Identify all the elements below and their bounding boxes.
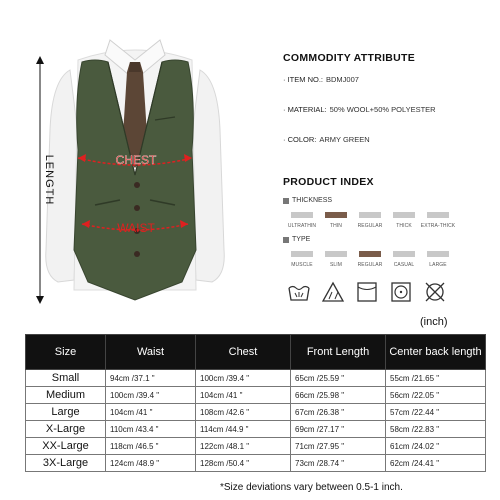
attribute-label: · COLOR: [283, 135, 317, 144]
line-dry-icon [355, 280, 379, 304]
waist-cell: 124cm /48.9 " [106, 455, 196, 472]
thickness-scale [285, 212, 455, 229]
column-header-center-back-length: Center back length [386, 335, 486, 370]
front-length-cell: 67cm /26.38 " [291, 404, 386, 421]
column-header-front-length: Front Length [291, 335, 386, 370]
thickness-option [387, 212, 421, 229]
no-bleach-icon [321, 280, 345, 304]
chest-cell: 114cm /44.9 " [196, 421, 291, 438]
chest-cell: 100cm /39.4 " [196, 370, 291, 387]
size-cell: XX-Large [26, 438, 106, 455]
size-chart-table [25, 334, 486, 472]
attribute-label: · ITEM NO.: [283, 75, 323, 84]
swatch-bar [291, 212, 313, 218]
attribute-value: 50% WOOL+50% POLYESTER [329, 105, 436, 114]
back-length-cell: 55cm /21.65 " [386, 370, 486, 387]
size-deviation-note: *Size deviations vary between 0.5-1 inch. [220, 482, 403, 493]
size-cell: 3X-Large [26, 455, 106, 472]
size-cell: Small [26, 370, 106, 387]
vest-button [134, 205, 140, 211]
swatch-bar [291, 251, 313, 257]
swatch-bar [325, 212, 347, 218]
thickness-option [353, 212, 387, 229]
column-header-size: Size [26, 335, 106, 370]
hand-wash-icon [287, 280, 311, 304]
size-cell: X-Large [26, 421, 106, 438]
waist-cell: 94cm /37.1 " [106, 370, 196, 387]
back-length-cell: 61cm /24.02 " [386, 438, 486, 455]
table-header-row [26, 335, 486, 370]
chest-cell: 128cm /50.4 " [196, 455, 291, 472]
front-length-cell: 73cm /28.74 " [291, 455, 386, 472]
attribute-value: BDMJ007 [326, 75, 359, 84]
column-header-waist: Waist [106, 335, 196, 370]
attribute-item-no [283, 75, 359, 84]
thickness-option-label: EXTRA-THICK [420, 223, 456, 229]
table-row [26, 438, 486, 455]
product-index-heading: PRODUCT INDEX [283, 176, 374, 188]
thickness-option [285, 212, 319, 229]
type-option [285, 251, 319, 268]
waist-cell: 104cm /41 " [106, 404, 196, 421]
vest-button [134, 251, 140, 257]
swatch-bar [427, 212, 449, 218]
attribute-value: ARMY GREEN [319, 135, 370, 144]
type-option-label: LARGE [429, 262, 447, 268]
type-option [421, 251, 455, 268]
bullet-icon [283, 237, 289, 243]
swatch-bar [325, 251, 347, 257]
type-option [319, 251, 353, 268]
table-row [26, 421, 486, 438]
care-icons [287, 280, 447, 304]
thickness-option-label: THICK [396, 223, 412, 229]
chest-cell: 108cm /42.6 " [196, 404, 291, 421]
type-option-label: CASUAL [393, 262, 415, 268]
front-length-cell: 71cm /27.95 " [291, 438, 386, 455]
back-length-cell: 57cm /22.44 " [386, 404, 486, 421]
front-length-cell: 66cm /25.98 " [291, 387, 386, 404]
type-option-label: MUSCLE [291, 262, 313, 268]
table-row [26, 370, 486, 387]
thickness-label: THICKNESS [292, 197, 333, 204]
waist-label: WAIST [117, 221, 155, 235]
column-header-chest: Chest [196, 335, 291, 370]
attribute-material [283, 105, 436, 114]
table-row [26, 387, 486, 404]
waist-cell: 110cm /43.4 " [106, 421, 196, 438]
type-option [353, 251, 387, 268]
swatch-bar [427, 251, 449, 257]
thickness-option-label: THIN [329, 223, 343, 229]
type-option [387, 251, 421, 268]
type-option-label: REGULAR [357, 262, 383, 268]
swatch-bar [359, 251, 381, 257]
swatch-bar [393, 212, 415, 218]
type-label: TYPE [292, 236, 311, 243]
thickness-option-label: ULTRATHIN [287, 223, 317, 229]
size-cell: Medium [26, 387, 106, 404]
type-scale [285, 251, 455, 268]
attribute-color [283, 135, 370, 144]
attribute-label: · MATERIAL: [283, 105, 327, 114]
front-length-cell: 65cm /25.59 " [291, 370, 386, 387]
table-row [26, 404, 486, 421]
thickness-option [421, 212, 455, 229]
swatch-bar [393, 251, 415, 257]
chest-label: CHEST [115, 153, 157, 167]
thickness-option-label: REGULAR [357, 223, 383, 229]
table-row [26, 455, 486, 472]
length-label: LENGTH [43, 154, 55, 206]
swatch-bar [359, 212, 381, 218]
do-not-dry-clean-icon [423, 280, 447, 304]
vest-button [134, 182, 140, 188]
unit-label: (inch) [420, 316, 448, 328]
product-illustration [0, 0, 270, 310]
chest-cell: 122cm /48.1 " [196, 438, 291, 455]
type-section-label [283, 236, 310, 243]
back-length-cell: 62cm /24.41 " [386, 455, 486, 472]
waist-cell: 118cm /46.5 " [106, 438, 196, 455]
front-length-cell: 69cm /27.17 " [291, 421, 386, 438]
thickness-section-label [283, 197, 332, 204]
chest-cell: 104cm /41 " [196, 387, 291, 404]
commodity-attribute-heading: COMMODITY ATTRIBUTE [283, 52, 416, 64]
back-length-cell: 56cm /22.05 " [386, 387, 486, 404]
size-cell: Large [26, 404, 106, 421]
bullet-icon [283, 198, 289, 204]
waist-cell: 100cm /39.4 " [106, 387, 196, 404]
tumble-dry-icon [389, 280, 413, 304]
back-length-cell: 58cm /22.83 " [386, 421, 486, 438]
thickness-option [319, 212, 353, 229]
type-option-label: SLIM [329, 262, 343, 268]
